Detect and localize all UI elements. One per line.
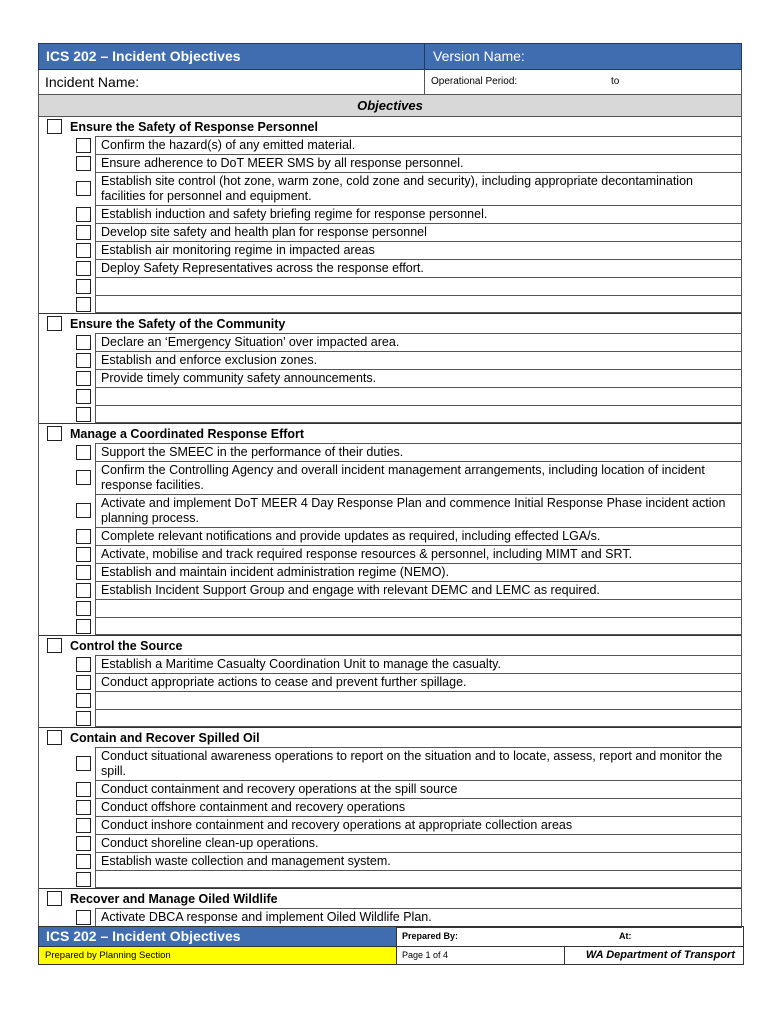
objective-item	[39, 405, 741, 423]
objective-text[interactable]: Conduct appropriate actions to cease and prevent further spillage.	[95, 673, 741, 691]
footer-title: ICS 202 – Incident Objectives	[39, 927, 397, 946]
objective-text[interactable]	[95, 691, 741, 709]
item-checkbox[interactable]	[76, 138, 91, 153]
objective-text[interactable]: Deploy Safety Representatives across the response effort.	[95, 259, 741, 277]
objective-item	[39, 241, 741, 259]
item-checkbox[interactable]	[76, 565, 91, 580]
objective-item	[39, 333, 741, 351]
group-checkbox[interactable]	[47, 891, 62, 906]
item-checkbox[interactable]	[76, 181, 91, 196]
group-title: Ensure the Safety of the Community	[70, 316, 286, 331]
objective-group	[39, 314, 741, 424]
objective-item	[39, 443, 741, 461]
item-checkbox[interactable]	[76, 207, 91, 222]
objective-group-header	[39, 314, 741, 333]
item-checkbox[interactable]	[76, 583, 91, 598]
at-label: At:	[619, 931, 632, 941]
objective-item	[39, 259, 741, 277]
objectives-banner: Objectives	[38, 95, 742, 117]
objective-text[interactable]	[95, 599, 741, 617]
item-checkbox[interactable]	[76, 800, 91, 815]
objective-item	[39, 545, 741, 563]
objective-item	[39, 295, 741, 313]
objective-text[interactable]: Activate and implement DoT MEER 4 Day Response Plan and commence Initial Response Phase incident action planning process.	[95, 494, 741, 527]
form-header	[38, 43, 742, 70]
item-checkbox[interactable]	[76, 818, 91, 833]
objective-text[interactable]: Establish site control (hot zone, warm zone, cold zone and security), including appropriate decontamination facilities for personnel and equipment.	[95, 172, 741, 205]
objective-text[interactable]: Conduct containment and recovery operations at the spill source	[95, 780, 741, 798]
objective-item	[39, 798, 741, 816]
objective-item	[39, 617, 741, 635]
item-checkbox[interactable]	[76, 782, 91, 797]
objective-item	[39, 870, 741, 888]
objective-group-header	[39, 889, 741, 908]
objective-text[interactable]: Establish waste collection and management system.	[95, 852, 741, 870]
objective-item	[39, 277, 741, 295]
objective-text[interactable]: Conduct offshore containment and recovery operations	[95, 798, 741, 816]
ics202-form	[38, 43, 742, 928]
item-checkbox[interactable]	[76, 243, 91, 258]
objective-text[interactable]	[95, 277, 741, 295]
item-checkbox[interactable]	[76, 156, 91, 171]
objective-item	[39, 780, 741, 798]
objective-text[interactable]: Establish induction and safety briefing regime for response personnel.	[95, 205, 741, 223]
objective-text[interactable]: Conduct situational awareness operations to report on the situation and to locate, assess, report and monitor the spill.	[95, 747, 741, 780]
objective-group	[39, 889, 741, 928]
objective-group-header	[39, 636, 741, 655]
item-checkbox[interactable]	[76, 335, 91, 350]
item-checkbox[interactable]	[76, 836, 91, 851]
objective-text[interactable]: Confirm the hazard(s) of any emitted material.	[95, 136, 741, 154]
group-title: Recover and Manage Oiled Wildlife	[70, 891, 278, 906]
incident-name-field[interactable]: Incident Name:	[39, 70, 425, 94]
objective-group	[39, 636, 741, 728]
objective-item	[39, 461, 741, 494]
prepared-section-label: Prepared by Planning Section	[39, 947, 397, 964]
item-checkbox[interactable]	[76, 601, 91, 616]
objective-group-header	[39, 117, 741, 136]
objective-item	[39, 852, 741, 870]
item-checkbox[interactable]	[76, 407, 91, 422]
objective-item	[39, 154, 741, 172]
objective-group	[39, 117, 741, 314]
item-checkbox[interactable]	[76, 619, 91, 634]
group-checkbox[interactable]	[47, 316, 62, 331]
objective-text[interactable]: Establish and enforce exclusion zones.	[95, 351, 741, 369]
objective-text[interactable]: Activate DBCA response and implement Oiled Wildlife Plan.	[95, 908, 741, 927]
item-checkbox[interactable]	[76, 547, 91, 562]
item-checkbox[interactable]	[76, 657, 91, 672]
objective-item	[39, 369, 741, 387]
objective-text[interactable]: Activate, mobilise and track required response resources & personnel, including MIMT and SRT.	[95, 545, 741, 563]
objective-text[interactable]: Conduct inshore containment and recovery operations at appropriate collection areas	[95, 816, 741, 834]
objective-item	[39, 563, 741, 581]
objective-item	[39, 599, 741, 617]
objective-item	[39, 709, 741, 727]
group-checkbox[interactable]	[47, 730, 62, 745]
objective-item	[39, 673, 741, 691]
objective-text[interactable]	[95, 295, 741, 313]
group-title: Ensure the Safety of Response Personnel	[70, 119, 318, 134]
objectives-list	[38, 117, 742, 928]
objective-text[interactable]: Establish air monitoring regime in impacted areas	[95, 241, 741, 259]
objective-item	[39, 494, 741, 527]
objective-text[interactable]	[95, 870, 741, 888]
item-checkbox[interactable]	[76, 389, 91, 404]
item-checkbox[interactable]	[76, 529, 91, 544]
objective-text[interactable]	[95, 617, 741, 635]
page-number: Page 1 of 4	[397, 947, 565, 964]
objective-text[interactable]: Develop site safety and health plan for response personnel	[95, 223, 741, 241]
objective-item	[39, 136, 741, 154]
objective-text[interactable]: Complete relevant notifications and provide updates as required, including effected LGA/s.	[95, 527, 741, 545]
item-checkbox[interactable]	[76, 353, 91, 368]
objective-item	[39, 351, 741, 369]
objective-group	[39, 424, 741, 636]
operational-period-label: Operational Period:	[431, 76, 518, 87]
objective-text[interactable]: Declare an ‘Emergency Situation’ over impacted area.	[95, 333, 741, 351]
item-checkbox[interactable]	[76, 675, 91, 690]
incident-info-row	[38, 70, 742, 95]
item-checkbox[interactable]	[76, 872, 91, 887]
item-checkbox[interactable]	[76, 854, 91, 869]
department-name: WA Department of Transport	[585, 949, 735, 961]
objective-group	[39, 728, 741, 889]
objective-item	[39, 834, 741, 852]
group-title: Manage a Coordinated Response Effort	[70, 426, 305, 441]
item-checkbox[interactable]	[76, 910, 91, 925]
item-checkbox[interactable]	[76, 693, 91, 708]
operational-period-to-label: to	[611, 76, 620, 87]
objective-item	[39, 387, 741, 405]
prepared-by-field[interactable]	[397, 927, 743, 946]
objective-text[interactable]: Establish Incident Support Group and engage with relevant DEMC and LEMC as required.	[95, 581, 741, 599]
objective-text[interactable]: Conduct shoreline clean-up operations.	[95, 834, 741, 852]
objective-text[interactable]: Ensure adherence to DoT MEER SMS by all response personnel.	[95, 154, 741, 172]
objective-group-header	[39, 424, 741, 443]
objective-text[interactable]	[95, 709, 741, 727]
item-checkbox[interactable]	[76, 470, 91, 485]
item-checkbox[interactable]	[76, 225, 91, 240]
item-checkbox[interactable]	[76, 711, 91, 726]
objective-text[interactable]	[95, 405, 741, 423]
form-title: ICS 202 – Incident Objectives	[39, 44, 425, 69]
group-checkbox[interactable]	[47, 638, 62, 653]
group-title: Control the Source	[70, 638, 183, 653]
objective-group-header	[39, 728, 741, 747]
item-checkbox[interactable]	[76, 445, 91, 460]
form-footer	[38, 926, 744, 965]
objective-item	[39, 747, 741, 780]
objective-text[interactable]	[95, 387, 741, 405]
objective-text[interactable]: Establish a Maritime Casualty Coordination Unit to manage the casualty.	[95, 655, 741, 673]
objective-item	[39, 205, 741, 223]
objective-item	[39, 816, 741, 834]
group-checkbox[interactable]	[47, 119, 62, 134]
prepared-by-label: Prepared By:	[402, 931, 459, 941]
objective-text[interactable]: Support the SMEEC in the performance of their duties.	[95, 443, 741, 461]
item-checkbox[interactable]	[76, 756, 91, 771]
objective-item	[39, 527, 741, 545]
item-checkbox[interactable]	[76, 503, 91, 518]
objective-item	[39, 691, 741, 709]
objective-text[interactable]: Establish and maintain incident administration regime (NEMO).	[95, 563, 741, 581]
objective-item	[39, 172, 741, 205]
item-checkbox[interactable]	[76, 279, 91, 294]
item-checkbox[interactable]	[76, 261, 91, 276]
objective-text[interactable]: Confirm the Controlling Agency and overall incident management arrangements, including location of incident response facilities.	[95, 461, 741, 494]
objective-item	[39, 908, 741, 927]
objective-item	[39, 581, 741, 599]
item-checkbox[interactable]	[76, 297, 91, 312]
group-title: Contain and Recover Spilled Oil	[70, 730, 260, 745]
operational-period-field[interactable]	[425, 70, 741, 94]
version-name-field[interactable]: Version Name:	[425, 44, 741, 69]
item-checkbox[interactable]	[76, 371, 91, 386]
objective-item	[39, 655, 741, 673]
objective-item	[39, 223, 741, 241]
objective-text[interactable]: Provide timely community safety announcements.	[95, 369, 741, 387]
group-checkbox[interactable]	[47, 426, 62, 441]
